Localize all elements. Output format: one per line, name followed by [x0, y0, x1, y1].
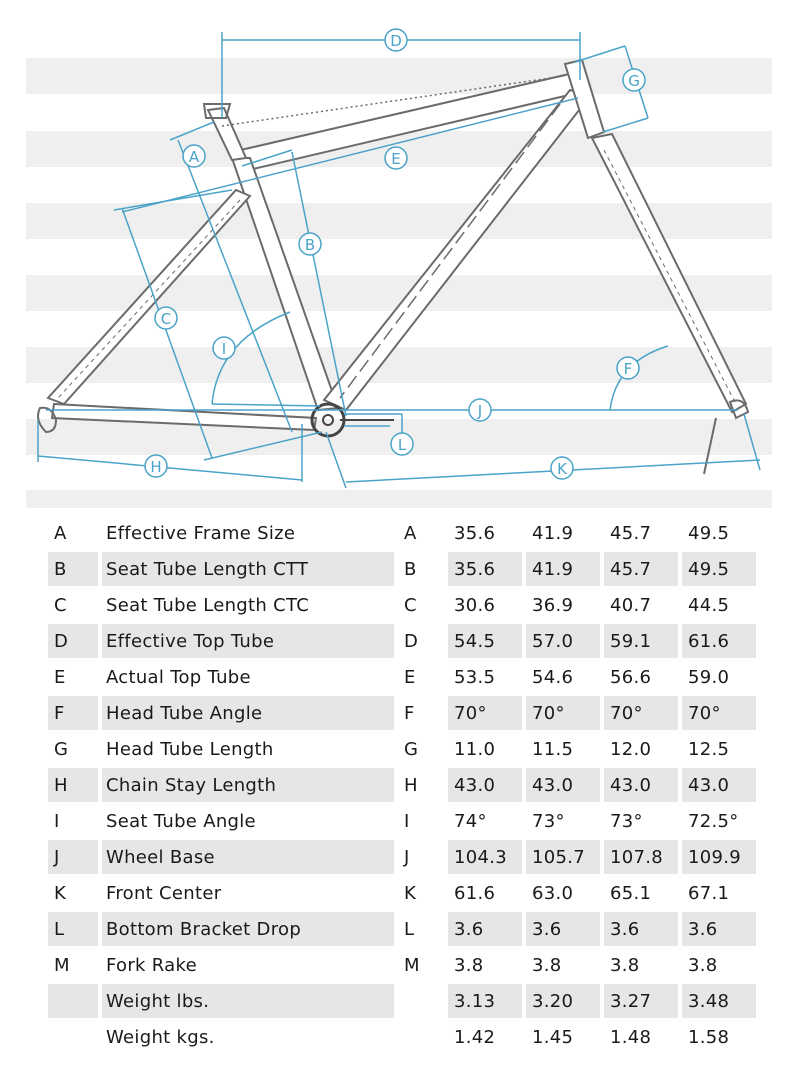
size-value: 41.9 [532, 522, 574, 544]
size-value: 40.7 [610, 594, 652, 616]
table-row [48, 948, 756, 982]
size-value: 35.6 [454, 522, 496, 544]
row-label: Weight lbs. [102, 984, 394, 1018]
row-key-repeat: M [404, 954, 420, 976]
row-label: Fork Rake [106, 954, 197, 976]
row-key: K [54, 882, 67, 904]
row-label: Effective Top Tube [102, 624, 394, 658]
row-label: Wheel Base [102, 840, 394, 874]
geometry-table [44, 514, 760, 1056]
size-value: 72.5° [688, 810, 739, 832]
size-value: 3.6 [604, 912, 678, 946]
size-value: 3.27 [604, 984, 678, 1018]
dimension-label-F [617, 357, 639, 379]
dimension-label-H [145, 455, 167, 477]
size-value: 3.20 [526, 984, 600, 1018]
size-value: 57.0 [526, 624, 600, 658]
row-key-repeat: D [404, 630, 419, 652]
svg-text:G: G [628, 72, 640, 90]
size-value: 43.0 [682, 768, 756, 802]
size-value: 53.5 [454, 666, 496, 688]
size-value: 41.9 [526, 552, 600, 586]
row-key: M [54, 954, 70, 976]
row-key-repeat: J [404, 846, 410, 868]
size-value: 45.7 [604, 552, 678, 586]
size-value: 1.45 [532, 1026, 574, 1048]
row-key: L [48, 912, 98, 946]
size-value: 54.6 [532, 666, 574, 688]
row-key [48, 1020, 98, 1054]
row-key: C [54, 594, 67, 616]
size-value: 11.0 [454, 738, 496, 760]
size-value: 61.6 [454, 882, 496, 904]
row-key-repeat [398, 984, 444, 1018]
row-key: I [54, 810, 60, 832]
row-key: B [48, 552, 98, 586]
size-value: 63.0 [532, 882, 574, 904]
row-key [48, 984, 98, 1018]
row-label: Head Tube Length [106, 738, 274, 760]
row-label: Effective Frame Size [106, 522, 296, 544]
size-value: 3.8 [532, 954, 562, 976]
size-value: 49.5 [682, 552, 756, 586]
size-value: 3.8 [610, 954, 640, 976]
svg-text:E: E [391, 150, 401, 168]
dimension-label-D [385, 29, 407, 51]
dimension-label-G [623, 69, 645, 91]
dimension-label-J [469, 399, 491, 421]
row-label: Weight kgs. [106, 1026, 215, 1048]
size-value: 49.5 [688, 522, 730, 544]
size-value: 109.9 [682, 840, 756, 874]
table-row [48, 516, 756, 550]
row-key-repeat: K [404, 882, 417, 904]
row-key: H [48, 768, 98, 802]
size-value: 56.6 [610, 666, 652, 688]
row-key-repeat [398, 1020, 444, 1054]
row-key-repeat: A [404, 522, 417, 544]
size-value: 70° [604, 696, 678, 730]
table-row [48, 1020, 756, 1054]
row-key: D [48, 624, 98, 658]
size-value: 65.1 [610, 882, 652, 904]
dimension-label-I [213, 337, 235, 359]
row-key: F [48, 696, 98, 730]
size-value: 107.8 [604, 840, 678, 874]
size-value: 36.9 [532, 594, 574, 616]
size-value: 1.48 [610, 1026, 652, 1048]
size-value: 3.8 [688, 954, 718, 976]
bike-frame [38, 60, 748, 474]
size-value: 70° [682, 696, 756, 730]
table-row [48, 912, 756, 946]
size-value: 59.1 [604, 624, 678, 658]
row-label: Seat Tube Angle [106, 810, 256, 832]
size-value: 54.5 [448, 624, 522, 658]
frame-geometry-diagram [0, 0, 800, 510]
svg-text:F: F [623, 360, 633, 378]
size-value: 59.0 [688, 666, 730, 688]
size-value: 11.5 [532, 738, 574, 760]
size-value: 73° [532, 810, 565, 832]
size-value: 30.6 [454, 594, 496, 616]
table-row [48, 732, 756, 766]
row-key: G [54, 738, 69, 760]
row-key: J [48, 840, 98, 874]
svg-text:C: C [160, 310, 172, 328]
table-row [48, 588, 756, 622]
size-value: 104.3 [448, 840, 522, 874]
size-value: 67.1 [688, 882, 730, 904]
size-value: 74° [454, 810, 487, 832]
row-key-repeat: I [404, 810, 410, 832]
table-row [48, 840, 756, 874]
row-key-repeat: F [404, 702, 415, 724]
row-key-repeat: H [404, 774, 418, 796]
frame-drawing [0, 0, 800, 510]
dimension-label-L [391, 433, 413, 455]
svg-text:I: I [221, 340, 227, 358]
size-value: 3.6 [448, 912, 522, 946]
row-key-repeat: B [404, 558, 417, 580]
svg-text:J: J [477, 402, 483, 420]
row-key-repeat: G [404, 738, 419, 760]
table-row [48, 984, 756, 1018]
size-value: 70° [448, 696, 522, 730]
size-value: 43.0 [526, 768, 600, 802]
size-value: 105.7 [526, 840, 600, 874]
row-key: E [54, 666, 66, 688]
row-label: Actual Top Tube [106, 666, 251, 688]
dimension-label-K [551, 457, 573, 479]
row-label: Front Center [106, 882, 222, 904]
row-label: Bottom Bracket Drop [102, 912, 394, 946]
size-value: 3.13 [448, 984, 522, 1018]
dimension-label-B [299, 233, 321, 255]
table-row [48, 660, 756, 694]
size-value: 3.8 [454, 954, 484, 976]
svg-text:K: K [557, 460, 567, 478]
table-row [48, 804, 756, 838]
table-row [48, 876, 756, 910]
svg-text:L: L [397, 436, 407, 454]
size-value: 43.0 [604, 768, 678, 802]
row-label: Chain Stay Length [102, 768, 394, 802]
svg-text:D: D [390, 32, 402, 50]
table-row [48, 624, 756, 658]
size-value: 70° [526, 696, 600, 730]
size-value: 3.48 [682, 984, 756, 1018]
size-value: 61.6 [682, 624, 756, 658]
table-row [48, 696, 756, 730]
table-row [48, 552, 756, 586]
row-key-repeat: E [404, 666, 416, 688]
size-value: 43.0 [448, 768, 522, 802]
table-row [48, 768, 756, 802]
row-label: Head Tube Angle [102, 696, 394, 730]
dimension-label-A [183, 145, 205, 167]
size-value: 3.6 [682, 912, 756, 946]
size-value: 73° [610, 810, 643, 832]
size-value: 35.6 [448, 552, 522, 586]
size-value: 45.7 [610, 522, 652, 544]
row-key-repeat: L [404, 918, 415, 940]
row-label: Seat Tube Length CTT [102, 552, 394, 586]
size-value: 1.58 [688, 1026, 730, 1048]
svg-text:H: H [150, 458, 162, 476]
size-value: 12.5 [688, 738, 730, 760]
size-value: 3.6 [526, 912, 600, 946]
dimension-label-C [155, 307, 177, 329]
dimension-label-E [385, 147, 407, 169]
size-value: 44.5 [688, 594, 730, 616]
row-label: Seat Tube Length CTC [106, 594, 310, 616]
svg-text:B: B [304, 236, 316, 254]
svg-text:A: A [188, 148, 200, 166]
size-value: 12.0 [610, 738, 652, 760]
size-value: 1.42 [454, 1026, 496, 1048]
row-key-repeat: C [404, 594, 417, 616]
row-key: A [54, 522, 67, 544]
